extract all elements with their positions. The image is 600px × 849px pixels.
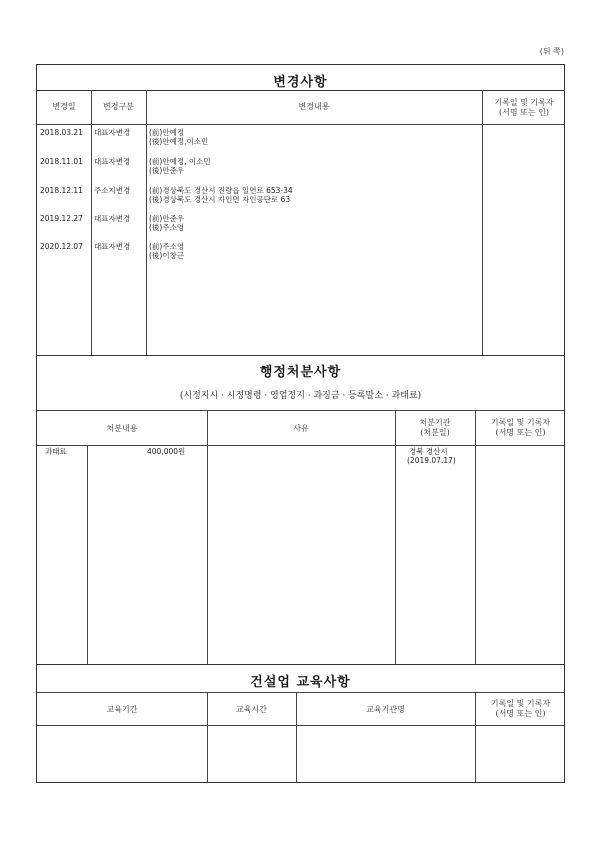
admin-kind: 과태료 [45,447,67,456]
divider [37,124,564,125]
change-before: (前)안예정 [149,128,185,137]
change-type: 대표자변경 [94,128,131,137]
admin-header-content: 처분내용 [106,424,138,433]
change-after: (後)안예정,이소민 [149,137,209,146]
admin-subtitle: (시정지시 · 시정명령 · 영업정지 · 과징금 · 등록말소 · 과태료) [179,391,422,401]
admin-date: (2019.07.17) [407,456,456,465]
divider [207,410,208,664]
admin-header-record: 기록일 및 기록자 (서명 또는 인) [490,418,551,437]
education-header-record: 기록일 및 기록자 (서명 또는 인) [490,699,551,718]
change-after: (後)주소영 [149,223,185,232]
change-after: (後)경상북도 경산시 자인면 자인공단로 63 [149,195,291,204]
education-header-hours: 교육시간 [236,705,267,714]
divider [87,445,88,664]
divider [37,355,564,356]
change-after: (後)안준우 [149,166,185,175]
change-after: (後)이창근 [149,251,185,260]
divider [91,90,92,355]
change-date: 2020.12.07 [40,242,83,251]
education-header-institution: 교육기관명 [366,705,405,714]
change-before: (前)안준우 [149,214,185,223]
change-type: 주소지변경 [94,186,131,195]
change-date: 2018.03.21 [40,128,83,137]
divider [296,692,297,782]
record-form [36,64,565,783]
divider [37,410,564,411]
divider [475,410,476,664]
change-type: 대표자변경 [94,157,131,166]
changes-header-content: 변경내용 [298,102,330,111]
divider [37,725,564,726]
change-type: 대표자변경 [94,242,131,251]
change-type: 대표자변경 [94,214,131,223]
changes-header-date: 변경일 [52,102,76,111]
divider [37,90,564,91]
divider [395,410,396,664]
admin-title: 행정처분사항 [259,365,342,380]
education-header-period: 교육기간 [106,705,138,714]
admin-amount: 400,000원 [147,447,186,456]
changes-header-record: 기록일 및 기록자 (서명 또는 인) [494,98,554,117]
changes-header-type: 변경구분 [103,102,134,111]
divider [146,90,147,355]
change-before: (前)안예정, 이소민 [149,157,211,166]
change-date: 2018.12.11 [40,186,83,195]
divider [37,445,564,446]
change-before: (前)주소영 [149,242,185,251]
change-date: 2018.11.01 [40,157,83,166]
divider [207,692,208,782]
divider [37,692,564,693]
change-before: (前)경상북도 경산시 진량읍 일연로 653-34 [149,186,293,195]
admin-header-reason: 사유 [293,424,309,433]
education-title: 건설업 교육사항 [250,675,351,690]
changes-title: 변경사항 [273,75,328,90]
divider [37,664,564,665]
page-side-label: (뒤 쪽) [539,47,564,56]
divider [482,90,483,355]
divider [475,692,476,782]
admin-header-agency: 처분기관 (처분일) [419,418,451,437]
change-date: 2019.12.27 [40,214,83,223]
admin-agency: 경북 경산시 [409,447,448,456]
